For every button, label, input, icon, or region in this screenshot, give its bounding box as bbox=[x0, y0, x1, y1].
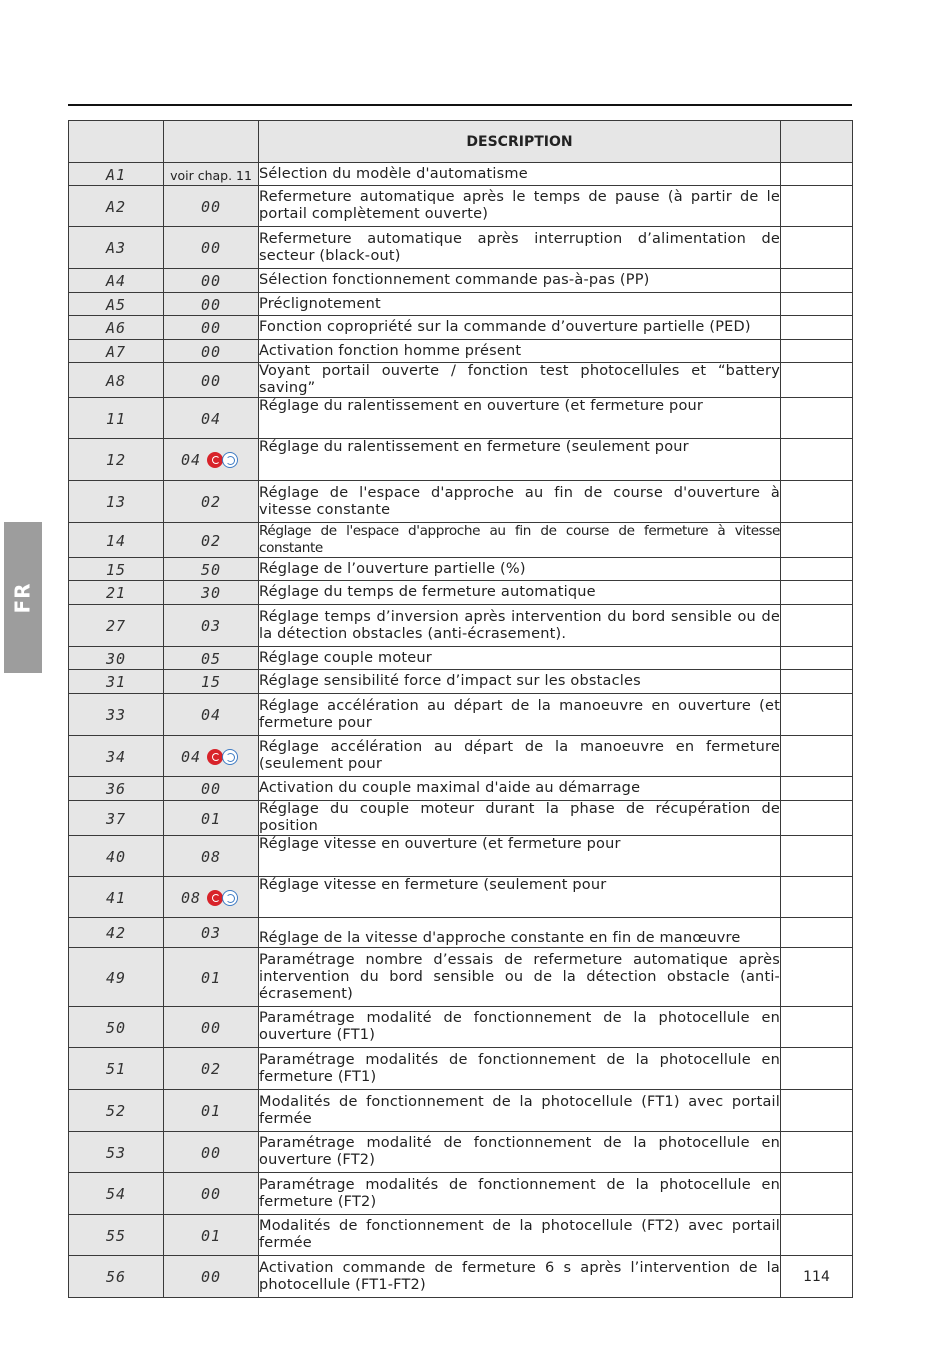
blue-gear-icon bbox=[222, 749, 238, 765]
extra-cell bbox=[781, 736, 853, 777]
gear-pair-icon bbox=[207, 889, 241, 907]
parameter-code bbox=[69, 801, 164, 836]
default-value-wrap bbox=[201, 969, 221, 987]
extra-cell bbox=[781, 1048, 853, 1090]
parameter-code-text: A2 bbox=[105, 197, 127, 216]
parameter-code bbox=[69, 269, 164, 293]
default-value-text: 08 bbox=[200, 847, 222, 866]
default-value bbox=[164, 269, 259, 293]
extra-cell bbox=[781, 293, 853, 316]
parameter-code-text: 41 bbox=[105, 888, 127, 907]
table-row bbox=[69, 269, 853, 293]
default-value-text: 00 bbox=[200, 1018, 222, 1037]
table-row bbox=[69, 340, 853, 363]
default-value bbox=[164, 694, 259, 736]
table-row bbox=[69, 836, 853, 877]
parameter-code bbox=[69, 1173, 164, 1215]
parameter-description: Réglage du couple moteur durant la phase de récupération de position bbox=[259, 801, 780, 834]
extra-cell bbox=[781, 801, 853, 836]
table-row bbox=[69, 948, 853, 1007]
parameter-description: Réglage du ralentissement en ouverture (et fermeture pour bbox=[259, 398, 781, 439]
header-description: DESCRIPTION bbox=[259, 121, 781, 163]
table-header-row bbox=[69, 121, 853, 163]
header-col-code bbox=[69, 121, 164, 163]
parameter-code-text: 15 bbox=[105, 560, 127, 579]
default-value-wrap bbox=[201, 848, 221, 866]
default-value bbox=[164, 948, 259, 1007]
default-value-wrap bbox=[201, 706, 221, 724]
parameter-code bbox=[69, 363, 164, 398]
default-value-text: 00 bbox=[200, 295, 222, 314]
default-value-text: 00 bbox=[200, 342, 222, 361]
default-value bbox=[164, 1048, 259, 1090]
parameter-code bbox=[69, 227, 164, 269]
parameter-code bbox=[69, 670, 164, 694]
extra-cell bbox=[781, 836, 853, 877]
parameter-code-text: A6 bbox=[105, 319, 127, 337]
blue-gear-icon bbox=[222, 890, 238, 906]
parameter-description: Sélection fonctionnement commande pas-à-pas (PP) bbox=[259, 269, 781, 293]
parameter-code-text: 49 bbox=[105, 968, 127, 987]
gear-pair-icon bbox=[207, 451, 241, 469]
blue-gear-icon bbox=[222, 452, 238, 468]
parameter-code bbox=[69, 558, 164, 581]
default-value-wrap bbox=[201, 1060, 221, 1078]
page-number: 114 bbox=[803, 1268, 830, 1285]
table-row bbox=[69, 647, 853, 670]
default-value-text: 00 bbox=[200, 1268, 222, 1286]
parameter-description: Refermeture automatique après interruption d’alimentation de secteur (black-out) bbox=[259, 227, 781, 269]
parameter-code-text: 21 bbox=[105, 584, 127, 602]
extra-cell bbox=[781, 558, 853, 581]
parameter-description: Refermeture automatique après le temps de pause (à partir de le portail complètement ouverte) bbox=[259, 186, 781, 227]
gear-pair-icon bbox=[207, 748, 241, 766]
default-value-wrap bbox=[201, 617, 221, 635]
table-row bbox=[69, 293, 853, 316]
default-value bbox=[164, 439, 259, 481]
default-value-text: 00 bbox=[200, 272, 222, 290]
default-value bbox=[164, 1007, 259, 1048]
header-col-extra bbox=[781, 121, 853, 163]
table-row bbox=[69, 1256, 853, 1298]
extra-cell bbox=[781, 439, 853, 481]
parameter-code bbox=[69, 340, 164, 363]
default-value-wrap bbox=[201, 1102, 221, 1120]
table-row bbox=[69, 316, 853, 340]
default-value-text: voir chap. 11 bbox=[170, 167, 252, 183]
default-value bbox=[164, 918, 259, 948]
parameter-code bbox=[69, 481, 164, 523]
parameter-description: Activation fonction homme présent bbox=[259, 340, 781, 363]
default-value bbox=[164, 1090, 259, 1132]
parameter-code-text: 51 bbox=[105, 1060, 127, 1078]
parameter-description: Réglage sensibilité force d’impact sur les obstacles bbox=[259, 670, 781, 694]
extra-cell bbox=[781, 877, 853, 918]
extra-cell bbox=[781, 1215, 853, 1256]
parameter-description: Réglage de l’ouverture partielle (%) bbox=[259, 558, 781, 581]
parameter-code bbox=[69, 581, 164, 605]
language-tab bbox=[4, 522, 42, 673]
table-row bbox=[69, 439, 853, 481]
default-value-wrap bbox=[201, 780, 221, 798]
extra-cell bbox=[781, 316, 853, 340]
parameter-code-text: A1 bbox=[105, 165, 127, 184]
default-value bbox=[164, 581, 259, 605]
default-value-wrap bbox=[170, 168, 252, 183]
default-value-text: 04 bbox=[200, 409, 222, 428]
default-value-text: 00 bbox=[200, 197, 222, 216]
parameter-code-text: 52 bbox=[105, 1102, 127, 1120]
extra-cell bbox=[781, 1256, 853, 1298]
default-value-wrap bbox=[201, 198, 221, 216]
default-value-text: 01 bbox=[200, 809, 222, 828]
parameter-code-text: 50 bbox=[105, 1018, 127, 1037]
extra-cell bbox=[781, 186, 853, 227]
parameter-description: Modalités de fonctionnement de la photocellule (FT1) avec portail fermée bbox=[259, 1090, 781, 1132]
default-value bbox=[164, 736, 259, 777]
table-row bbox=[69, 227, 853, 269]
parameter-code bbox=[69, 736, 164, 777]
default-value-text: 30 bbox=[200, 584, 222, 602]
extra-cell bbox=[781, 1090, 853, 1132]
table-row bbox=[69, 801, 853, 836]
parameter-code-text: 34 bbox=[105, 747, 127, 766]
default-value-wrap bbox=[201, 1185, 221, 1203]
default-value-wrap bbox=[201, 1019, 221, 1037]
parameter-description: Réglage du temps de fermeture automatique bbox=[259, 581, 781, 605]
default-value bbox=[164, 647, 259, 670]
default-value-text: 01 bbox=[200, 1226, 222, 1245]
parameter-code-text: A5 bbox=[105, 295, 127, 314]
red-gear-icon bbox=[207, 749, 223, 765]
table-row bbox=[69, 398, 853, 439]
top-rule bbox=[68, 104, 852, 106]
parameter-code-text: A7 bbox=[105, 342, 127, 361]
default-value bbox=[164, 877, 259, 918]
parameter-code bbox=[69, 605, 164, 647]
default-value-text: 01 bbox=[200, 968, 222, 987]
parameter-code bbox=[69, 777, 164, 801]
parameter-description: Réglage de l'espace d'approche au fin de course de fermeture à vitesse constante bbox=[259, 523, 780, 556]
default-value-text: 50 bbox=[200, 560, 222, 579]
default-value-wrap bbox=[181, 748, 241, 766]
extra-cell bbox=[781, 227, 853, 269]
parameter-code bbox=[69, 439, 164, 481]
default-value bbox=[164, 398, 259, 439]
default-value-wrap bbox=[201, 296, 221, 314]
parameter-description: Réglage de l'espace d'approche au fin de course d'ouverture à vitesse constante bbox=[259, 481, 781, 523]
parameter-description: Voyant portail ouverte / fonction test photocellules et “battery saving” bbox=[259, 363, 780, 396]
parameter-description: Réglage vitesse en fermeture (seulement pour bbox=[259, 877, 781, 918]
default-value bbox=[164, 481, 259, 523]
table-row bbox=[69, 1215, 853, 1256]
parameter-description: Réglage accélération au départ de la manoeuvre en ouverture (et fermeture pour bbox=[259, 694, 781, 736]
extra-cell bbox=[781, 363, 853, 398]
default-value-text: 02 bbox=[200, 531, 222, 550]
default-value bbox=[164, 1215, 259, 1256]
default-value-wrap bbox=[201, 493, 221, 511]
parameter-code bbox=[69, 1007, 164, 1048]
default-value-wrap bbox=[201, 372, 221, 390]
parameter-code-text: 55 bbox=[105, 1226, 127, 1245]
parameter-code bbox=[69, 1048, 164, 1090]
table-row bbox=[69, 736, 853, 777]
default-value-wrap bbox=[201, 673, 221, 691]
default-value-text: 03 bbox=[200, 924, 222, 942]
default-value-wrap bbox=[201, 650, 221, 668]
parameter-code bbox=[69, 647, 164, 670]
default-value bbox=[164, 163, 259, 186]
extra-cell bbox=[781, 269, 853, 293]
parameter-code bbox=[69, 1090, 164, 1132]
default-value bbox=[164, 1132, 259, 1173]
default-value-text: 15 bbox=[200, 673, 222, 691]
parameter-code bbox=[69, 694, 164, 736]
parameter-code bbox=[69, 186, 164, 227]
header-col-default bbox=[164, 121, 259, 163]
table-row bbox=[69, 581, 853, 605]
parameter-description: Réglage couple moteur bbox=[259, 647, 781, 670]
parameter-code bbox=[69, 316, 164, 340]
parameter-code bbox=[69, 398, 164, 439]
default-value bbox=[164, 801, 259, 836]
default-value bbox=[164, 558, 259, 581]
extra-cell bbox=[781, 777, 853, 801]
parameter-code bbox=[69, 1256, 164, 1298]
table-row bbox=[69, 918, 853, 948]
parameter-description: Réglage du ralentissement en fermeture (seulement pour bbox=[259, 439, 781, 481]
table-row bbox=[69, 777, 853, 801]
parameter-code-text: 13 bbox=[105, 493, 127, 511]
default-value-text: 02 bbox=[200, 493, 222, 511]
parameter-description: Modalités de fonctionnement de la photocellule (FT2) avec portail fermée bbox=[259, 1215, 781, 1256]
default-value-text: 00 bbox=[200, 1143, 222, 1162]
parameter-code bbox=[69, 163, 164, 186]
default-value-wrap bbox=[201, 1144, 221, 1162]
parameter-description: Réglage vitesse en ouverture (et fermeture pour bbox=[259, 836, 781, 877]
default-value-text: 01 bbox=[200, 1102, 222, 1120]
parameter-description: Fonction copropriété sur la commande d’ouverture partielle (PED) bbox=[259, 316, 781, 340]
table-row bbox=[69, 481, 853, 523]
parameter-code-text: A3 bbox=[105, 239, 127, 257]
table-row bbox=[69, 670, 853, 694]
parameter-code-text: 33 bbox=[105, 706, 127, 724]
default-value-wrap bbox=[201, 810, 221, 828]
parameter-code-text: 30 bbox=[105, 649, 127, 668]
parameter-code-text: 12 bbox=[105, 451, 127, 469]
parameter-code-text: 11 bbox=[105, 409, 127, 428]
default-value-wrap bbox=[201, 1268, 221, 1286]
default-value-text: 02 bbox=[200, 1060, 222, 1078]
parameter-code-text: 31 bbox=[105, 673, 127, 691]
parameter-code bbox=[69, 523, 164, 558]
default-value bbox=[164, 523, 259, 558]
default-value-wrap bbox=[201, 1227, 221, 1245]
default-value-wrap bbox=[201, 239, 221, 257]
parameter-code-text: 27 bbox=[105, 617, 127, 635]
default-value-text: 04 bbox=[180, 451, 202, 469]
parameter-description: Paramétrage nombre d’essais de refermeture automatique après intervention du bord sensible ou de la détection obstacle (anti-écrasement) bbox=[259, 948, 781, 1007]
default-value-wrap bbox=[201, 343, 221, 361]
extra-cell bbox=[781, 581, 853, 605]
default-value-text: 00 bbox=[200, 1185, 222, 1203]
default-value-wrap bbox=[201, 272, 221, 290]
parameter-code-text: 53 bbox=[105, 1143, 127, 1162]
parameter-code-text: 42 bbox=[105, 924, 127, 942]
parameter-code bbox=[69, 836, 164, 877]
parameter-description: Paramétrage modalités de fonctionnement de la photocellule en fermeture (FT2) bbox=[259, 1173, 781, 1215]
default-value-text: 00 bbox=[200, 371, 222, 390]
table-row bbox=[69, 1132, 853, 1173]
parameter-code bbox=[69, 1132, 164, 1173]
table-row bbox=[69, 1048, 853, 1090]
parameter-code bbox=[69, 1215, 164, 1256]
extra-cell bbox=[781, 1007, 853, 1048]
red-gear-icon bbox=[207, 452, 223, 468]
table-row bbox=[69, 523, 853, 558]
default-value-text: 00 bbox=[200, 239, 222, 257]
default-value bbox=[164, 1173, 259, 1215]
parameter-description: Activation du couple maximal d'aide au démarrage bbox=[259, 777, 781, 801]
default-value-wrap bbox=[201, 584, 221, 602]
parameter-description: Réglage accélération au départ de la manoeuvre en fermeture (seulement pour bbox=[259, 736, 781, 777]
parameter-description: Réglage temps d’inversion après intervention du bord sensible ou de la détection obstacles (anti-écrasement). bbox=[259, 605, 781, 647]
red-gear-icon bbox=[207, 890, 223, 906]
parameter-code bbox=[69, 918, 164, 948]
table-row bbox=[69, 558, 853, 581]
table-row bbox=[69, 163, 853, 186]
extra-cell bbox=[781, 398, 853, 439]
table-row bbox=[69, 694, 853, 736]
table-row bbox=[69, 605, 853, 647]
extra-cell bbox=[781, 481, 853, 523]
extra-cell bbox=[781, 948, 853, 1007]
extra-cell bbox=[781, 1132, 853, 1173]
parameter-code bbox=[69, 948, 164, 1007]
parameter-code bbox=[69, 877, 164, 918]
default-value bbox=[164, 836, 259, 877]
parameter-description: Paramétrage modalités de fonctionnement de la photocellule en fermeture (FT1) bbox=[259, 1048, 781, 1090]
default-value-text: 00 bbox=[200, 780, 222, 798]
extra-cell bbox=[781, 605, 853, 647]
default-value bbox=[164, 670, 259, 694]
parameter-code-text: 40 bbox=[105, 847, 127, 866]
parameters-table bbox=[68, 120, 853, 1298]
extra-cell bbox=[781, 340, 853, 363]
extra-cell bbox=[781, 694, 853, 736]
default-value bbox=[164, 227, 259, 269]
default-value-text: 08 bbox=[180, 888, 202, 907]
table-row bbox=[69, 363, 853, 398]
extra-cell bbox=[781, 1173, 853, 1215]
table-row bbox=[69, 1090, 853, 1132]
default-value-wrap bbox=[201, 410, 221, 428]
parameter-description: Réglage de la vitesse d'approche constante en fin de manœuvre bbox=[259, 918, 781, 948]
default-value-text: 05 bbox=[200, 649, 222, 668]
default-value-wrap bbox=[201, 532, 221, 550]
parameter-code bbox=[69, 293, 164, 316]
default-value-wrap bbox=[181, 451, 241, 469]
default-value bbox=[164, 316, 259, 340]
default-value-text: 04 bbox=[200, 706, 222, 724]
default-value-wrap bbox=[201, 319, 221, 337]
default-value-wrap bbox=[201, 924, 221, 942]
default-value bbox=[164, 363, 259, 398]
language-tab-label: FR bbox=[11, 581, 35, 614]
extra-cell bbox=[781, 647, 853, 670]
extra-cell bbox=[781, 918, 853, 948]
default-value bbox=[164, 1256, 259, 1298]
parameter-description: Paramétrage modalité de fonctionnement de la photocellule en ouverture (FT2) bbox=[259, 1132, 781, 1173]
default-value-text: 00 bbox=[200, 319, 222, 337]
table-row bbox=[69, 877, 853, 918]
extra-cell bbox=[781, 163, 853, 186]
parameter-description: Préclignotement bbox=[259, 293, 781, 316]
parameter-code-text: 37 bbox=[105, 809, 127, 828]
parameter-description: Paramétrage modalité de fonctionnement de la photocellule en ouverture (FT1) bbox=[259, 1007, 781, 1048]
parameter-code-text: A8 bbox=[105, 371, 127, 390]
default-value bbox=[164, 777, 259, 801]
default-value-text: 04 bbox=[180, 747, 202, 766]
parameter-code-text: 54 bbox=[105, 1185, 127, 1203]
default-value-wrap bbox=[201, 561, 221, 579]
table-row bbox=[69, 1007, 853, 1048]
default-value bbox=[164, 293, 259, 316]
extra-cell bbox=[781, 523, 853, 558]
table-row bbox=[69, 1173, 853, 1215]
parameter-code-text: A4 bbox=[105, 272, 127, 290]
extra-cell bbox=[781, 670, 853, 694]
parameter-description: Activation commande de fermeture 6 s après l’intervention de la photocellule (FT1-FT2) bbox=[259, 1256, 781, 1298]
default-value-wrap bbox=[181, 889, 241, 907]
default-value-text: 03 bbox=[200, 617, 222, 635]
default-value bbox=[164, 186, 259, 227]
parameter-description: Sélection du modèle d'automatisme bbox=[259, 163, 781, 186]
parameter-code-text: 56 bbox=[105, 1268, 127, 1286]
table-row bbox=[69, 186, 853, 227]
parameter-code-text: 36 bbox=[105, 780, 127, 798]
parameter-code-text: 14 bbox=[105, 531, 127, 550]
default-value bbox=[164, 340, 259, 363]
default-value bbox=[164, 605, 259, 647]
